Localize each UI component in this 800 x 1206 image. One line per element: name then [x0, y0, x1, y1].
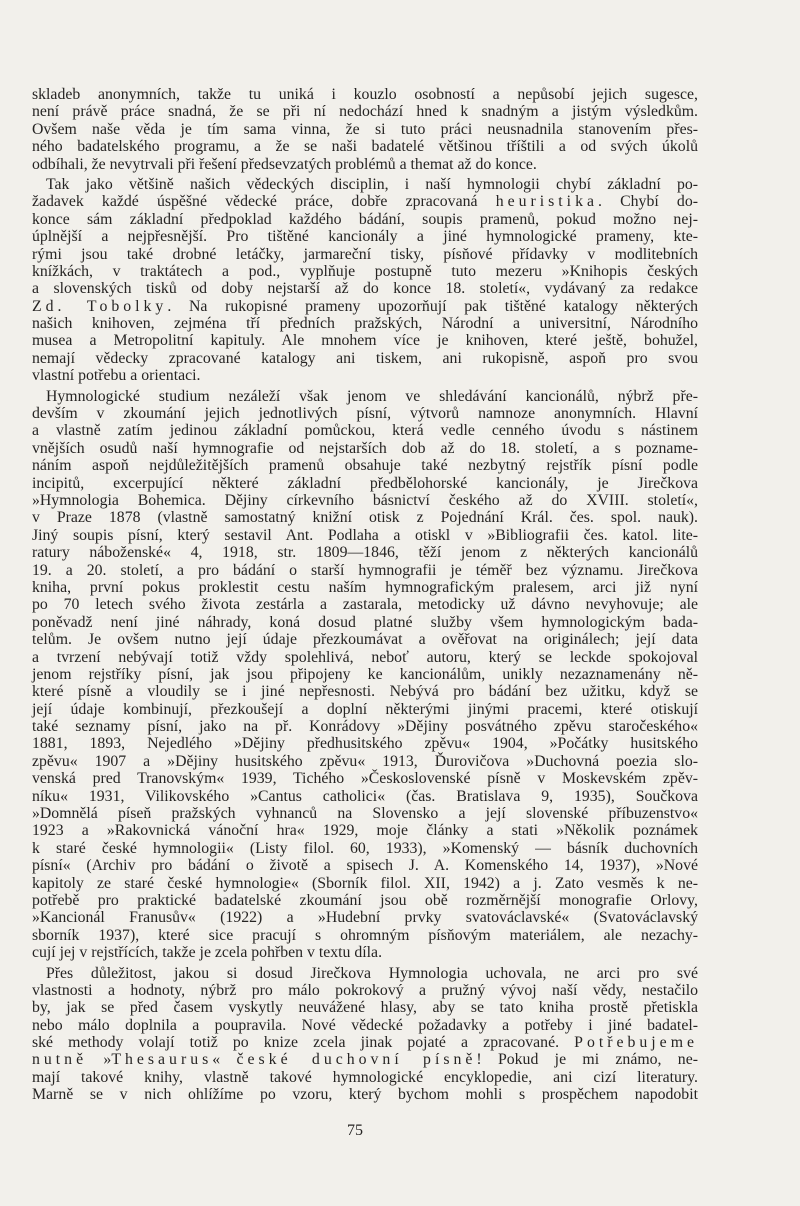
text-line: vlastnosti a hodnoty, nýbrž pro málo pokrokový a pružný vývoj naší vědy, nestačilo	[32, 981, 698, 999]
text-line: vlastní potřebu a orientaci.	[32, 367, 201, 385]
text-line: není právě práce snadná, že se při ní nedochází hned k snadným a jistým výsledkům.	[32, 103, 698, 121]
text-line: po 70 letech svého života zestárla a zastarala, metodicky už dávno nevyhovuje; ale	[32, 596, 698, 614]
text-line: úplnější a nejpřesnější. Pro tištěné kancionály a jiné hymnologické prameny, kte-	[32, 228, 698, 246]
text-line: zpěvu« 1907 a »Dějiny husitského zpěvu« 1913, Ďurovičova »Duchovná poezia slo-	[32, 752, 698, 770]
text-line	[32, 298, 698, 315]
text-line: konce sám základní předpoklad každého bádání, soupis pramenů, pokud možno nej-	[32, 210, 698, 228]
text-line: k staré české hymnologii« (Listy filol. 60, 1933), »Komenský — básník duchovních	[32, 839, 698, 857]
text-line: její údaje kombinují, přezkoušejí a doplní některými jinými pracemi, které otiskují	[32, 700, 698, 718]
text-line: »Hymnologia Bohemica. Dějiny církevního básnictví českého až do XVIII. století«,	[32, 491, 698, 509]
text-line: a tvrzení nebývají totiž vždy spolehlivá, neboť autoru, který se leckde spokojoval	[32, 648, 698, 666]
text-line: Tak jako většině našich vědeckých disciplin, i naší hymnologii chybí základní po-	[46, 175, 698, 193]
text-segment: . Chybí do-	[597, 193, 698, 211]
text-line: skladeb anonymních, takže tu uniká i kouzlo osobností a nepůsobí jejich sugesce,	[32, 86, 698, 103]
spaced-emphasis-text: české duchovní písně	[236, 1051, 477, 1069]
text-line: rými jsou také drobné letáčky, jarmareční tisky, písňové přídavky v modlitebních	[32, 245, 698, 263]
spaced-emphasis-text: Potřebujeme	[574, 1034, 698, 1052]
text-line: telům. Je ovšem nutno její údaje přezkoumávat a ověřovat na originálech; její data	[32, 631, 698, 649]
text-line: poněvadž není jiné náhrady, koná dosud platné služby všem hymnologickým bada-	[32, 613, 698, 631]
text-segment: ! Pokud je mi známo, ne-	[476, 1051, 698, 1069]
text-line: musea a Metropolitní kapituly. Ale mnohem více je knihoven, které ještě, bohužel,	[32, 332, 698, 350]
text-line: písní« (Archiv pro bádání o životě a spisech J. A. Komenského 14, 1937), »Nové	[32, 857, 698, 875]
text-line	[32, 1051, 698, 1068]
text-line: Přes důležitost, jakou si dosud Jirečkova Hymnologia uchovala, ne arci pro své	[46, 964, 698, 982]
text-segment: . Na rukopisné prameny upozorňují pak tištěné katalogy některých	[167, 297, 699, 315]
text-line: níku« 1931, Vilikovského »Cantus catholici« (čas. Bratislava 9, 1935), Součkova	[32, 787, 698, 805]
text-line	[32, 193, 698, 210]
text-line: sborník 1937), které sice pracují s ohromným písňovým materiálem, ale nezachy-	[32, 926, 698, 944]
text-line: »Domnělá píseň pražských vyhnanců na Slovensko a její slovenské příbuzenstvo«	[32, 805, 698, 823]
spaced-emphasis-text: Thesaurus	[111, 1051, 213, 1069]
text-line: mají takové knihy, vlastně takové hymnologické encyklopedie, ani cizí literatury.	[32, 1068, 698, 1086]
text-line: nemají vědecky zpracované katalogy ani tiskem, ani rukopisně, aspoň pro svou	[32, 349, 698, 367]
text-line: 19. a 20. století, a pro bádání o starší hymnografii je téměř bez významu. Jirečkova	[32, 561, 698, 579]
text-line: našich knihoven, zejména tří předních pražských, Národní a universitní, Národního	[32, 315, 698, 333]
text-line: 1881, 1893, Nejedlého »Dějiny předhusitského zpěvu« 1904, »Počátky husitského	[32, 735, 698, 753]
text-line	[32, 1034, 698, 1051]
text-line: ratury náboženské« 4, 1918, str. 1809—1846, těží jenom z některých kancionálů	[32, 544, 698, 562]
text-line: venská pred Tranovským« 1939, Tichého »Československé písně v Moskevském zpěv-	[32, 770, 698, 788]
text-line: kapitoly ze staré české hymnologie« (Sborník filol. XII, 1942) a j. Zato vesměs k ne-	[32, 874, 698, 892]
text-line: vnějších osudů naší hymnografie od nejstarších dob až do 18. století, a s pozname-	[32, 439, 698, 457]
text-line: incipitů, excerpující některé základní předbělohorské kancionály, je Jirečkova	[32, 474, 698, 492]
paragraph	[32, 86, 698, 173]
text-line: potřebě pro praktické badatelské zkoumání jsou obě rozměrnější monografie Orlovy,	[32, 891, 698, 909]
text-segment: «	[212, 1051, 237, 1069]
text-line: také seznamy písní, jako na př. Konrádovy »Dějiny posvátného zpěvu staročeského«	[32, 718, 698, 736]
text-line: ného badatelského programu, a že se naši badatelé většinou tříštili a od svých úkolů	[32, 138, 698, 156]
page-body-text	[32, 86, 698, 1107]
text-line: Marně se v nich ohlížíme po vzoru, který bychom mohli s prospěchem napodobit	[32, 1086, 698, 1104]
text-line: »Kancionál Franusův« (1922) a »Hudební prvky svatováclavské« (Svatováclavský	[32, 909, 698, 927]
text-line: v Praze 1878 (vlastně samostatný knižní otisk z Pojednání Král. čes. spol. nauk).	[32, 509, 698, 527]
text-line: nebo málo doplnila a poupravila. Nové vědecké požadavky a potřeby i jiné badatel-	[32, 1016, 698, 1034]
text-line: jenom rejstříky písní, jak jsou připojeny ke kancionálům, unikly nezaznamenány ně-	[32, 665, 698, 683]
spaced-emphasis-text: heuristika	[495, 193, 598, 211]
text-segment: žadavek každé úspěšné vědecké práce, dobře zpracovaná	[32, 193, 496, 211]
page-number: 75	[347, 1122, 363, 1139]
text-segment: ské methody volají totiž po knize zcela jinak pojaté a zpracované.	[32, 1034, 575, 1052]
text-line: a vlastně zatím jedinou základní pomůckou, která vedle cenného úvodu s nástinem	[32, 422, 698, 440]
text-line: knížkách, v traktátech a pod., vyplňuje postupně tuto mezeru »Knihopis českých	[32, 262, 698, 280]
paragraph	[32, 388, 698, 962]
text-line: náním aspoň nejdůležitějších pramenů obsahuje také nezbytný rejstřík písní podle	[32, 457, 698, 475]
text-segment: »	[87, 1051, 112, 1069]
text-line: Jiný soupis písní, který sestavil Ant. Podlaha a otiskl v »Bibliografii čes. katol. lite-	[32, 526, 698, 544]
paragraph	[32, 176, 698, 385]
text-line: devším v zkoumání jejich jednotlivých písní, výtvorů namnoze anonymních. Hlavní	[32, 405, 698, 423]
paragraph	[32, 965, 698, 1104]
text-line: kniha, první pokus proklestit cestu naším hymnografickým pralesem, arci již nyní	[32, 578, 698, 596]
text-line: odbíhali, že nevytrvali při řešení předsevzatých problémů a themat až do konce.	[32, 155, 537, 173]
text-line: Ovšem naše věda je tím sama vinna, že si tuto práci neusnadnila stanovením přes-	[32, 120, 698, 138]
text-line: 1923 a »Rakovnická vánoční hra« 1929, moje články a stati »Několik poznámek	[32, 822, 698, 840]
spaced-emphasis-text: Zd. Tobolky	[32, 297, 168, 315]
text-line: a slovenských tisků od doby nejstarší až do konce 18. století«, vydávaný za redakce	[32, 280, 698, 298]
text-line: Hymnologické studium nezáleží však jenom ve shledávání kancionálů, nýbrž pře-	[46, 387, 698, 405]
text-line: které písně a vloudily se i jiné nepřesnosti. Nebývá pro bádání bez užitku, když se	[32, 683, 698, 701]
spaced-emphasis-text: nutně	[32, 1051, 88, 1069]
text-line: cují jej v rejstřících, takže je zcela pohřben v textu díla.	[32, 944, 383, 962]
text-line: by, jak se před časem vyskytly neuvážené hlasy, aby se tato kniha prostě přetiskla	[32, 999, 698, 1017]
